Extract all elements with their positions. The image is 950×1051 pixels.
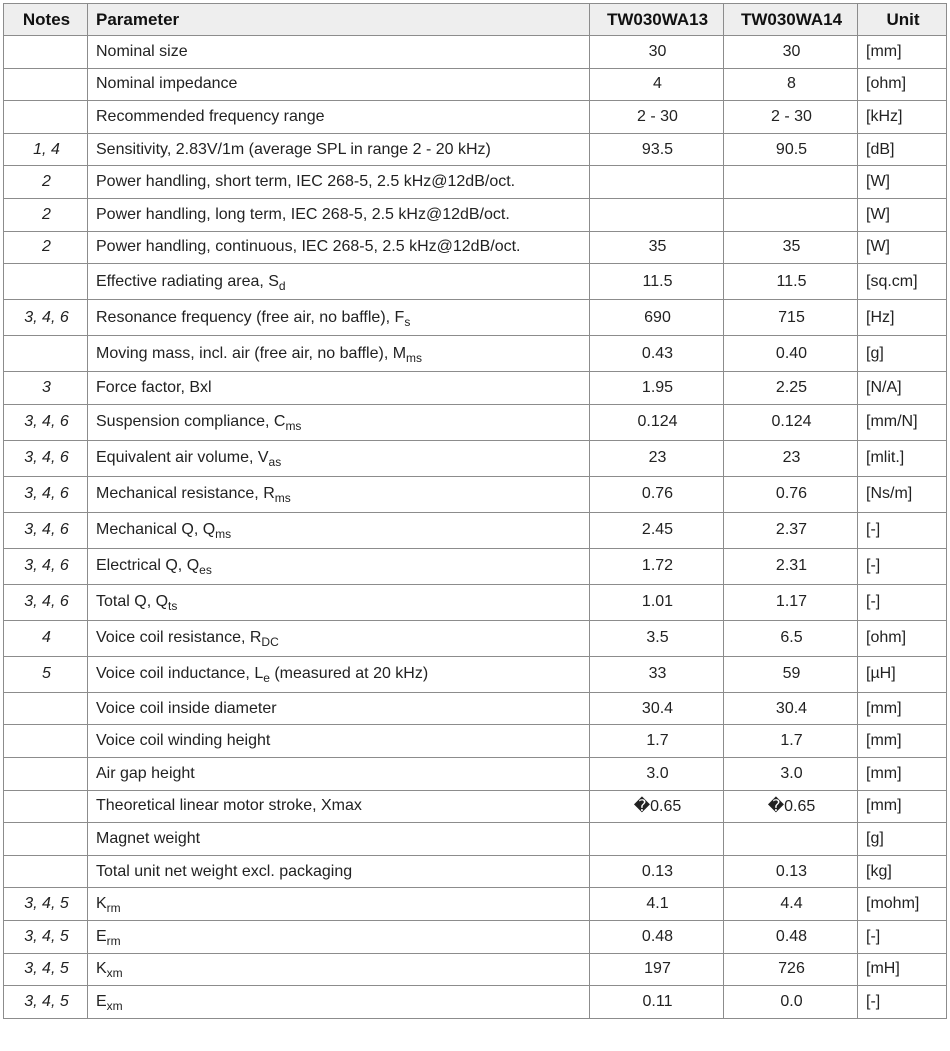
notes-cell: 3 (4, 372, 88, 405)
value-model-a: �0.65 (590, 790, 724, 823)
value-model-a: 0.43 (590, 336, 724, 372)
parameter-cell (88, 790, 590, 823)
notes-cell: 3, 4, 5 (4, 920, 88, 953)
parameter-label: Sensitivity, 2.83V/1m (average SPL in range 2 - 20 kHz) (96, 140, 491, 158)
value-model-b: 4.4 (724, 888, 858, 921)
parameter-label: Resonance frequency (free air, no baffle), F (96, 308, 405, 326)
table-row (4, 198, 947, 231)
parameter-cell (88, 264, 590, 300)
parameter-label: Suspension compliance, C (96, 413, 286, 431)
parameter-label: E (96, 992, 107, 1010)
unit-cell: [-] (858, 512, 947, 548)
unit-cell: [-] (858, 986, 947, 1019)
notes-cell: 5 (4, 656, 88, 692)
parameter-cell (88, 166, 590, 199)
parameter-cell (88, 548, 590, 584)
parameter-subscript: e (263, 671, 270, 686)
value-model-b (724, 166, 858, 199)
value-model-b: 30 (724, 36, 858, 69)
table-row (4, 920, 947, 953)
parameter-label: Magnet weight (96, 829, 201, 847)
notes-cell (4, 36, 88, 69)
parameter-label: Nominal impedance (96, 75, 238, 93)
value-model-a: 11.5 (590, 264, 724, 300)
parameter-label: Total Q, Q (96, 593, 169, 611)
value-model-a (590, 198, 724, 231)
unit-cell: [kHz] (858, 101, 947, 134)
unit-cell: [W] (858, 198, 947, 231)
parameter-label: Voice coil winding height (96, 732, 271, 750)
unit-cell: [-] (858, 548, 947, 584)
header-row (4, 4, 947, 36)
parameter-cell (88, 440, 590, 476)
table-row (4, 757, 947, 790)
table-row (4, 790, 947, 823)
value-model-a: 33 (590, 656, 724, 692)
value-model-b: 2.25 (724, 372, 858, 405)
parameter-subscript: ms (285, 419, 302, 434)
parameter-cell (88, 300, 590, 336)
parameter-label: Force factor, Bxl (96, 378, 212, 396)
unit-cell: [Hz] (858, 300, 947, 336)
parameter-subscript: xm (106, 966, 123, 981)
table-row (4, 101, 947, 134)
parameter-label: Power handling, long term, IEC 268-5, 2.5 kHz@12dB/oct. (96, 205, 510, 223)
value-model-a: 1.95 (590, 372, 724, 405)
parameter-cell (88, 823, 590, 856)
value-model-a: 3.0 (590, 757, 724, 790)
parameter-label: Nominal size (96, 42, 188, 60)
parameter-cell (88, 36, 590, 69)
notes-cell: 3, 4, 5 (4, 986, 88, 1019)
table-row (4, 692, 947, 725)
value-model-a: 2.45 (590, 512, 724, 548)
notes-cell: 2 (4, 231, 88, 264)
header-unit: Unit (858, 4, 947, 36)
parameter-subscript: DC (261, 635, 279, 650)
parameter-label: Voice coil inside diameter (96, 699, 277, 717)
value-model-b: 715 (724, 300, 858, 336)
value-model-b: 59 (724, 656, 858, 692)
parameter-label: K (96, 895, 107, 913)
header-model-a: TW030WA13 (590, 4, 724, 36)
parameter-label: Total unit net weight excl. packaging (96, 862, 353, 880)
notes-cell (4, 823, 88, 856)
table-row (4, 476, 947, 512)
value-model-b: 726 (724, 953, 858, 986)
value-model-b: 2.37 (724, 512, 858, 548)
parameter-cell (88, 656, 590, 692)
notes-cell (4, 855, 88, 888)
table-row (4, 133, 947, 166)
table-row (4, 166, 947, 199)
parameter-subscript: xm (106, 998, 123, 1013)
table-row (4, 404, 947, 440)
table-row (4, 300, 947, 336)
unit-cell: [mm] (858, 757, 947, 790)
table-row (4, 548, 947, 584)
value-model-b: 0.13 (724, 855, 858, 888)
value-model-b: 0.76 (724, 476, 858, 512)
parameter-cell (88, 692, 590, 725)
unit-cell: [N/A] (858, 372, 947, 405)
parameter-subscript: ms (215, 527, 232, 542)
value-model-b: 6.5 (724, 620, 858, 656)
value-model-a: 1.7 (590, 725, 724, 758)
parameter-cell (88, 68, 590, 101)
table-row (4, 68, 947, 101)
table-row (4, 336, 947, 372)
parameter-subscript: es (199, 563, 212, 578)
value-model-a: 197 (590, 953, 724, 986)
parameter-subscript: d (278, 278, 286, 293)
notes-cell (4, 264, 88, 300)
parameter-cell (88, 725, 590, 758)
parameter-cell (88, 404, 590, 440)
notes-cell: 3, 4, 5 (4, 888, 88, 921)
parameter-subscript: ms (274, 491, 291, 506)
table-row (4, 231, 947, 264)
table-row (4, 36, 947, 69)
parameter-cell (88, 953, 590, 986)
unit-cell: [mm] (858, 725, 947, 758)
value-model-b: 0.0 (724, 986, 858, 1019)
unit-cell: [mm] (858, 36, 947, 69)
table-row (4, 953, 947, 986)
value-model-b: 2 - 30 (724, 101, 858, 134)
parameter-cell (88, 476, 590, 512)
value-model-b: 0.40 (724, 336, 858, 372)
value-model-b: 1.17 (724, 584, 858, 620)
parameter-cell (88, 133, 590, 166)
parameter-cell (88, 920, 590, 953)
parameter-label: Voice coil resistance, R (96, 629, 262, 647)
value-model-a: 690 (590, 300, 724, 336)
value-model-a (590, 823, 724, 856)
value-model-a: 0.11 (590, 986, 724, 1019)
notes-cell: 4 (4, 620, 88, 656)
table-row (4, 888, 947, 921)
table-row (4, 512, 947, 548)
value-model-b: 30.4 (724, 692, 858, 725)
unit-cell: [ohm] (858, 620, 947, 656)
parameter-subscript: rm (106, 933, 121, 948)
unit-cell: [-] (858, 584, 947, 620)
notes-cell: 2 (4, 198, 88, 231)
parameter-label: Air gap height (96, 764, 195, 782)
value-model-b: 35 (724, 231, 858, 264)
table-row (4, 656, 947, 692)
parameter-cell (88, 512, 590, 548)
value-model-b: �0.65 (724, 790, 858, 823)
value-model-a: 35 (590, 231, 724, 264)
spec-table (3, 3, 947, 1019)
parameter-label: Equivalent air volume, V (96, 449, 269, 467)
table-row (4, 855, 947, 888)
notes-cell: 1, 4 (4, 133, 88, 166)
value-model-b: 23 (724, 440, 858, 476)
unit-cell: [mohm] (858, 888, 947, 921)
value-model-a: 4.1 (590, 888, 724, 921)
value-model-a: 0.124 (590, 404, 724, 440)
parameter-label: Mechanical Q, Q (96, 521, 216, 539)
value-model-b: 1.7 (724, 725, 858, 758)
table-row (4, 620, 947, 656)
value-model-b: 8 (724, 68, 858, 101)
parameter-subscript: rm (106, 901, 121, 916)
value-model-a: 23 (590, 440, 724, 476)
value-model-a: 30.4 (590, 692, 724, 725)
value-model-a: 1.72 (590, 548, 724, 584)
notes-cell: 3, 4, 6 (4, 548, 88, 584)
parameter-subscript: as (268, 455, 282, 470)
parameter-label: E (96, 927, 107, 945)
parameter-subscript: s (404, 314, 411, 329)
notes-cell: 3, 4, 5 (4, 953, 88, 986)
value-model-b: 3.0 (724, 757, 858, 790)
table-row (4, 372, 947, 405)
unit-cell: [ohm] (858, 68, 947, 101)
unit-cell: [mm/N] (858, 404, 947, 440)
parameter-cell (88, 986, 590, 1019)
header-notes: Notes (4, 4, 88, 36)
parameter-cell (88, 198, 590, 231)
unit-cell: [dB] (858, 133, 947, 166)
notes-cell: 3, 4, 6 (4, 440, 88, 476)
notes-cell (4, 725, 88, 758)
value-model-a (590, 166, 724, 199)
parameter-label: Moving mass, incl. air (free air, no baffle), M (96, 344, 407, 362)
parameter-label: K (96, 960, 107, 978)
notes-cell: 2 (4, 166, 88, 199)
parameter-cell (88, 101, 590, 134)
parameter-cell (88, 620, 590, 656)
table-row (4, 725, 947, 758)
unit-cell: [g] (858, 823, 947, 856)
value-model-a: 0.13 (590, 855, 724, 888)
value-model-a: 2 - 30 (590, 101, 724, 134)
notes-cell: 3, 4, 6 (4, 300, 88, 336)
parameter-label: Power handling, continuous, IEC 268-5, 2.5 kHz@12dB/oct. (96, 238, 521, 256)
table-row (4, 584, 947, 620)
value-model-a: 0.76 (590, 476, 724, 512)
notes-cell: 3, 4, 6 (4, 404, 88, 440)
value-model-b: 0.124 (724, 404, 858, 440)
value-model-a: 4 (590, 68, 724, 101)
parameter-cell (88, 757, 590, 790)
unit-cell: [sq.cm] (858, 264, 947, 300)
notes-cell (4, 101, 88, 134)
parameter-cell (88, 336, 590, 372)
parameter-label: Electrical Q, Q (96, 557, 200, 575)
value-model-b: 0.48 (724, 920, 858, 953)
value-model-a: 0.48 (590, 920, 724, 953)
header-model-b: TW030WA14 (724, 4, 858, 36)
unit-cell: [mlit.] (858, 440, 947, 476)
unit-cell: [µH] (858, 656, 947, 692)
table-row (4, 440, 947, 476)
table-row (4, 986, 947, 1019)
header-parameter: Parameter (88, 4, 590, 36)
unit-cell: [-] (858, 920, 947, 953)
parameter-label: Mechanical resistance, R (96, 485, 275, 503)
parameter-label: Effective radiating area, S (96, 272, 279, 290)
notes-cell (4, 68, 88, 101)
table-row (4, 264, 947, 300)
unit-cell: [mm] (858, 692, 947, 725)
unit-cell: [W] (858, 166, 947, 199)
notes-cell (4, 336, 88, 372)
parameter-cell (88, 231, 590, 264)
unit-cell: [Ns/m] (858, 476, 947, 512)
unit-cell: [mm] (858, 790, 947, 823)
parameter-label: Recommended frequency range (96, 107, 325, 125)
value-model-b (724, 823, 858, 856)
unit-cell: [mH] (858, 953, 947, 986)
parameter-subscript: ts (168, 599, 178, 614)
notes-cell: 3, 4, 6 (4, 584, 88, 620)
notes-cell: 3, 4, 6 (4, 476, 88, 512)
value-model-a: 3.5 (590, 620, 724, 656)
notes-cell (4, 692, 88, 725)
value-model-b: 11.5 (724, 264, 858, 300)
notes-cell (4, 790, 88, 823)
parameter-subscript: ms (406, 350, 423, 365)
unit-cell: [g] (858, 336, 947, 372)
parameter-cell (88, 584, 590, 620)
table-row (4, 823, 947, 856)
value-model-a: 93.5 (590, 133, 724, 166)
parameter-label: Theoretical linear motor stroke, Xmax (96, 797, 362, 815)
parameter-cell (88, 888, 590, 921)
value-model-b (724, 198, 858, 231)
notes-cell: 3, 4, 6 (4, 512, 88, 548)
value-model-a: 1.01 (590, 584, 724, 620)
parameter-label: Voice coil inductance, L (96, 665, 264, 683)
spec-table-body (4, 36, 947, 1019)
unit-cell: [kg] (858, 855, 947, 888)
parameter-suffix: (measured at 20 kHz) (269, 665, 429, 683)
parameter-cell (88, 855, 590, 888)
unit-cell: [W] (858, 231, 947, 264)
value-model-b: 90.5 (724, 133, 858, 166)
parameter-cell (88, 372, 590, 405)
parameter-label: Power handling, short term, IEC 268-5, 2.5 kHz@12dB/oct. (96, 173, 516, 191)
value-model-a: 30 (590, 36, 724, 69)
notes-cell (4, 757, 88, 790)
value-model-b: 2.31 (724, 548, 858, 584)
